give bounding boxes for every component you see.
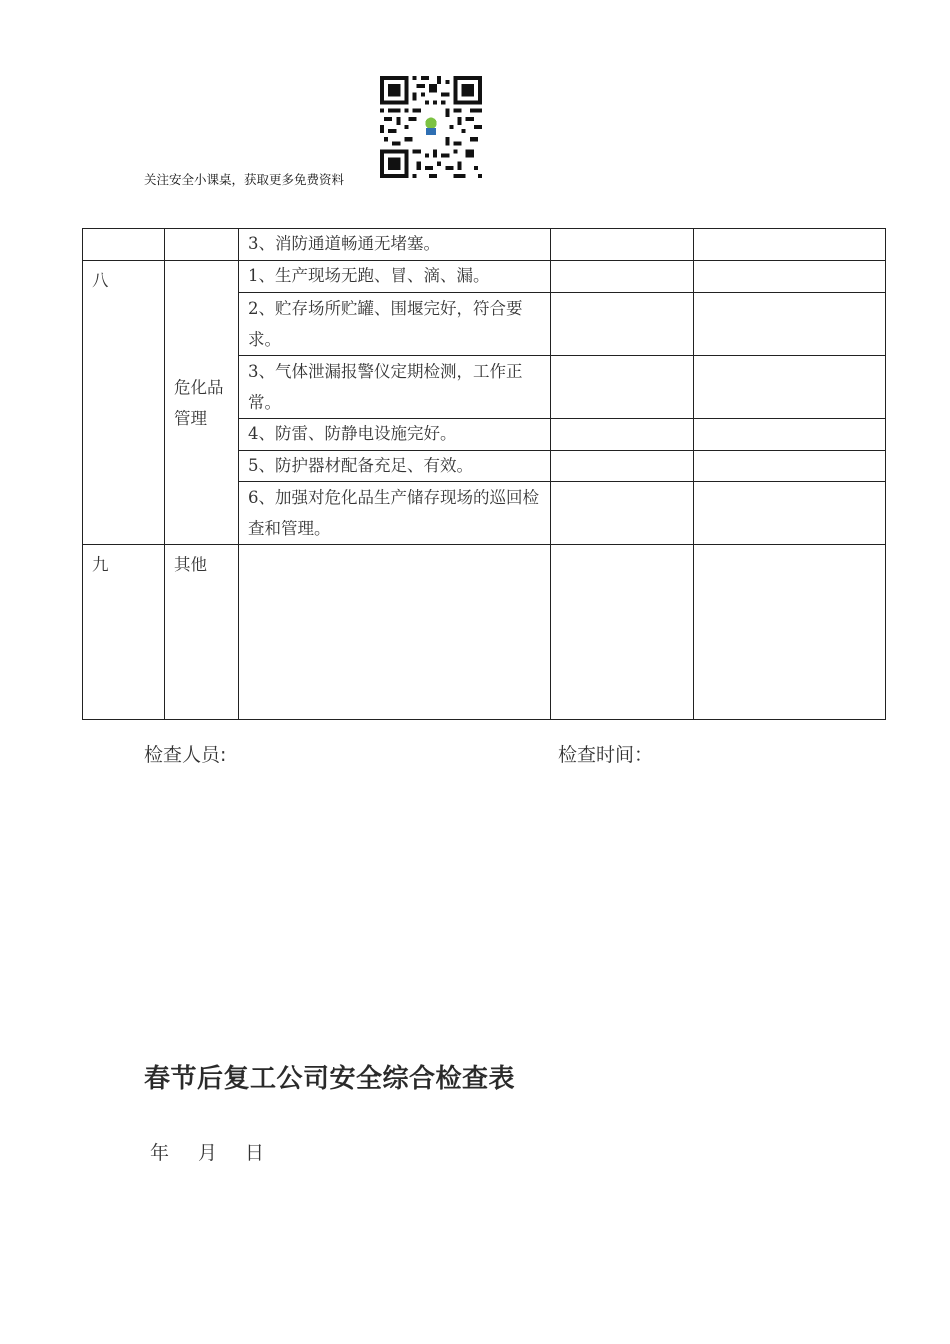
result-cell [551, 356, 694, 419]
section-number: 九 [83, 545, 165, 720]
remark-cell [694, 261, 886, 293]
remark-cell [694, 419, 886, 451]
section-number: 八 [83, 261, 165, 545]
result-cell [551, 261, 694, 293]
date-month: 月 [198, 1142, 218, 1164]
section-category: 危化品管理 [165, 261, 239, 545]
inspection-table [82, 228, 886, 720]
table-row [83, 545, 886, 720]
table-row [83, 261, 886, 293]
result-cell [551, 293, 694, 356]
result-cell [551, 419, 694, 451]
check-item: 4、防雷、防静电设施完好。 [239, 419, 551, 451]
remark-cell [694, 293, 886, 356]
remark-cell [694, 229, 886, 261]
remark-cell [694, 482, 886, 545]
promo-text: 关注安全小课桌，获取更多免费资料 [144, 172, 345, 187]
check-item: 1、生产现场无跑、冒、滴、漏。 [239, 261, 551, 293]
qr-code-icon [380, 76, 482, 178]
remark-cell [694, 545, 886, 720]
category-cell [165, 229, 239, 261]
section-category: 其他 [165, 545, 239, 720]
number-cell [83, 229, 165, 261]
result-cell [551, 545, 694, 720]
table-row [83, 229, 886, 261]
check-item: 2、贮存场所贮罐、围堰完好，符合要求。 [239, 293, 551, 356]
result-cell [551, 482, 694, 545]
check-item: 3、消防通道畅通无堵塞。 [239, 229, 551, 261]
remark-cell [694, 451, 886, 482]
check-item: 6、加强对危化品生产储存现场的巡回检查和管理。 [239, 482, 551, 545]
page-title: 春节后复工公司安全综合检查表 [144, 1064, 516, 1094]
remark-cell [694, 356, 886, 419]
check-item: 5、防护器材配备充足、有效。 [239, 451, 551, 482]
result-cell [551, 229, 694, 261]
inspection-time-label: 检查时间： [558, 744, 654, 766]
date-year: 年 [150, 1142, 170, 1164]
check-item [239, 545, 551, 720]
inspector-label: 检查人员: [144, 744, 227, 766]
check-item: 3、气体泄漏报警仪定期检测，工作正常。 [239, 356, 551, 419]
result-cell [551, 451, 694, 482]
date-day: 日 [245, 1142, 265, 1164]
